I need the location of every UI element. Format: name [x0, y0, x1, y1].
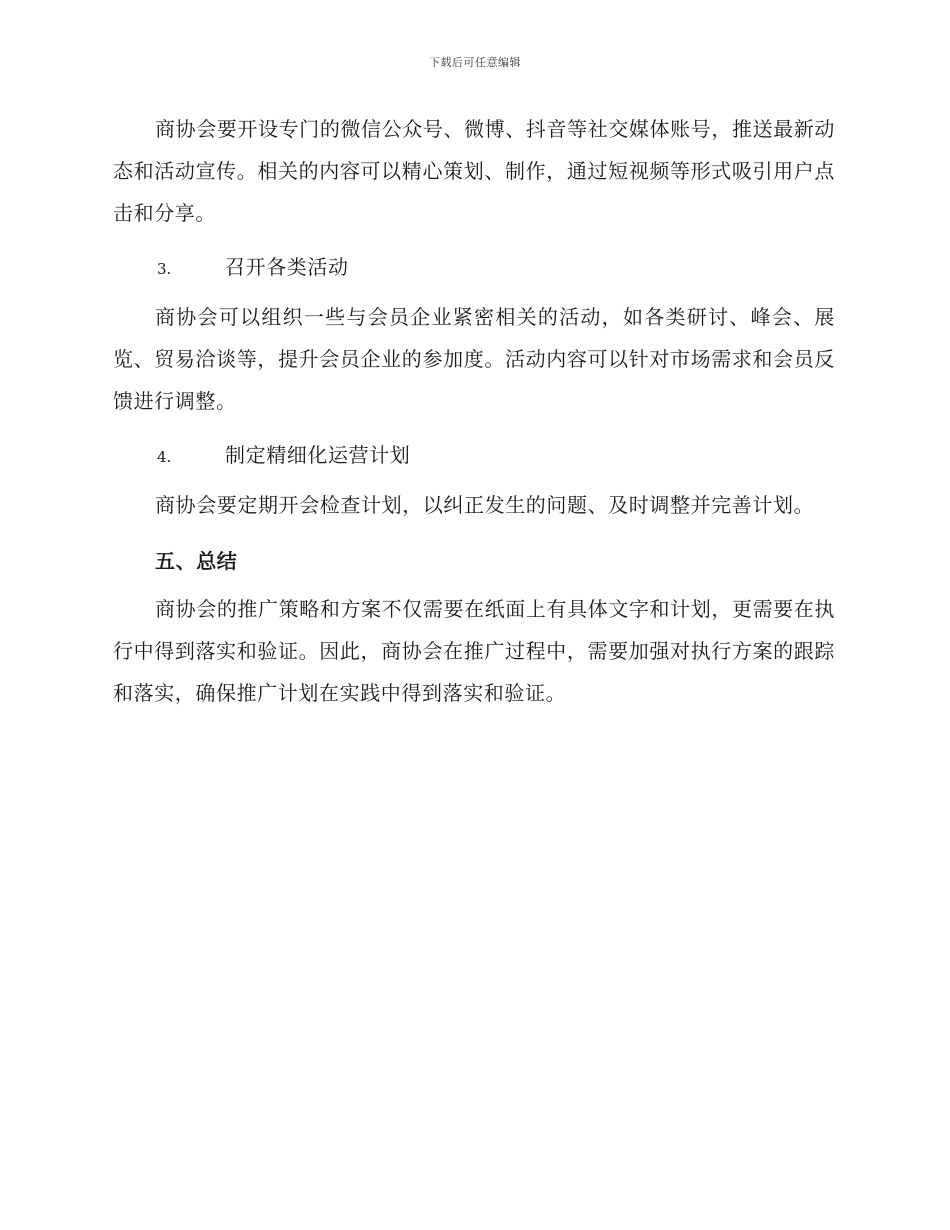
document-body [113, 108, 835, 714]
paragraph-operation-plan: 商协会要定期开会检查计划，以纠正发生的问题、及时调整并完善计划。 [155, 493, 815, 517]
page-header: 下载后可任意编辑 [429, 56, 521, 69]
list-item-number: 4. [157, 448, 172, 466]
list-item-title: 制定精细化运营计划 [225, 443, 411, 467]
paragraph-social-media: 商协会要开设专门的微信公众号、微博、抖音等社交媒体账号，推送最新动态和活动宣传。相关的内容可以精心策划、制作，通过短视频等形式吸引用户点击和分享。 [113, 117, 835, 225]
section-heading-summary: 五、总结 [155, 549, 238, 573]
list-item-4 [113, 434, 835, 478]
list-item-number: 3. [157, 260, 172, 278]
paragraph-summary: 商协会的推广策略和方案不仅需要在纸面上有具体文字和计划，更需要在执行中得到落实和验证。因此，商协会在推广过程中，需要加强对执行方案的跟踪和落实，确保推广计划在实践中得到落实和验证。 [113, 597, 835, 705]
paragraph-activities: 商协会可以组织一些与会员企业紧密相关的活动，如各类研讨、峰会、展览、贸易洽谈等，提升会员企业的参加度。活动内容可以针对市场需求和会员反馈进行调整。 [113, 305, 835, 413]
list-item-3 [113, 246, 835, 290]
list-item-title: 召开各类活动 [225, 255, 349, 279]
